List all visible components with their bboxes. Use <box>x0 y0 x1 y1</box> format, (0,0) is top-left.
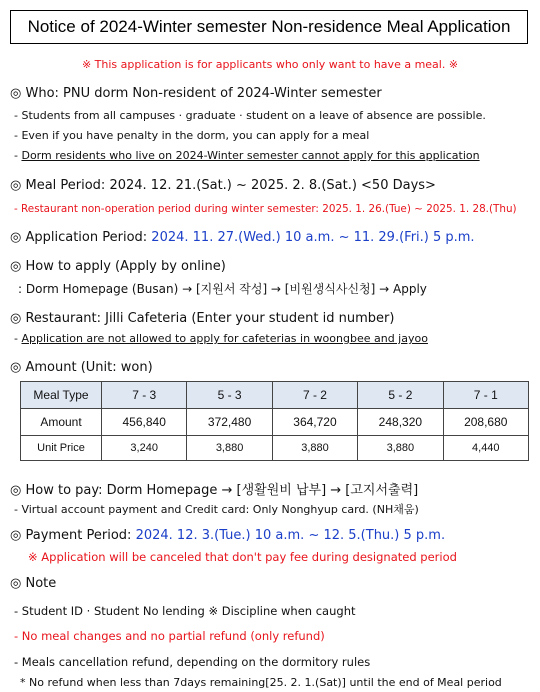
table-cell: 456,840 <box>102 409 187 436</box>
restaurant-line-text: Application are not allowed to apply for cafeterias in woongbee and jayoo <box>21 332 428 345</box>
payment-period-value: 2024. 12. 3.(Tue.) 10 a.m. ~ 12. 5.(Thu.) 5 p.m. <box>135 528 446 543</box>
restaurant-heading: ◎ Restaurant: Jilli Cafeteria (Enter your student id number) <box>10 311 395 326</box>
application-period <box>10 230 475 245</box>
amount-heading: ◎ Amount (Unit: won) <box>10 360 153 375</box>
application-period-label: ◎ Application Period: <box>10 230 152 245</box>
table-cell: Amount <box>21 409 102 436</box>
application-period-value: 2024. 11. 27.(Wed.) 10 a.m. ~ 11. 29.(Fri.) 5 p.m. <box>151 230 475 245</box>
table-header-cell: Meal Type <box>21 382 102 409</box>
how-to-apply-heading: ◎ How to apply (Apply by online) <box>10 259 226 274</box>
table-cell: 364,720 <box>272 409 357 436</box>
table-cell: Unit Price <box>21 436 102 461</box>
table-row-amount <box>21 409 529 436</box>
table-cell: 3,240 <box>102 436 187 461</box>
payment-period <box>10 528 445 543</box>
amount-table-header-row <box>21 382 529 409</box>
restaurant-line-prefix: - <box>14 332 22 345</box>
table-cell: 208,680 <box>443 409 528 436</box>
note-line-3: - Meals cancellation refund, depending on the dormitory rules <box>14 655 371 669</box>
note-line-4: * No refund when less than 7days remaining[25. 2. 1.(Sat)] until the end of Meal period <box>20 676 502 689</box>
table-cell: 3,880 <box>272 436 357 461</box>
who-line-3 <box>14 149 480 162</box>
table-header-cell: 7 - 1 <box>443 382 528 409</box>
restaurant-line <box>14 332 428 345</box>
who-line-1: - Students from all campuses · graduate · student on a leave of absence are possible. <box>14 109 486 122</box>
note-heading: ◎ Note <box>10 576 57 591</box>
how-to-apply-line: : Dorm Homepage (Busan) → [지원서 작성] → [비원생식사신청] → Apply <box>18 282 427 296</box>
table-header-cell: 7 - 3 <box>102 382 187 409</box>
meal-period-heading: ◎ Meal Period: 2024. 12. 21.(Sat.) ~ 2025. 2. 8.(Sat.) <50 Days> <box>10 178 436 193</box>
table-cell: 372,480 <box>187 409 272 436</box>
amount-table <box>20 381 529 461</box>
payment-period-label: ◎ Payment Period: <box>10 528 136 543</box>
who-line-2: - Even if you have penalty in the dorm, you can apply for a meal <box>14 129 370 142</box>
table-cell: 3,880 <box>187 436 272 461</box>
meal-period-note: - Restaurant non-operation period during winter semester: 2025. 1. 26.(Tue) ~ 2025. 1. 28.(Thu) <box>14 203 517 215</box>
note-line-2: - No meal changes and no partial refund (only refund) <box>14 629 325 643</box>
payment-period-warning: ※ Application will be canceled that don't pay fee during designated period <box>28 550 457 564</box>
who-heading: ◎ Who: PNU dorm Non-resident of 2024-Winter semester <box>10 86 382 101</box>
table-header-cell: 5 - 2 <box>358 382 443 409</box>
table-cell: 248,320 <box>358 409 443 436</box>
subtitle-notice: ※ This application is for applicants who only want to have a meal. ※ <box>81 58 459 71</box>
page-title-text: Notice of 2024-Winter semester Non-residence Meal Application <box>27 17 511 36</box>
page-title <box>10 10 528 44</box>
note-line-1: - Student ID · Student No lending ※ Discipline when caught <box>14 604 356 618</box>
table-cell: 4,440 <box>443 436 528 461</box>
table-cell: 3,880 <box>358 436 443 461</box>
who-line-3-prefix: - <box>14 149 22 162</box>
how-to-pay-line: - Virtual account payment and Credit card: Only Nonghyup card. (NH채움) <box>14 503 419 516</box>
who-line-3-text: Dorm residents who live on 2024-Winter semester cannot apply for this application <box>21 149 480 162</box>
how-to-pay-heading: ◎ How to pay: Dorm Homepage → [생활원비 납부] → [고지서출력] <box>10 483 419 498</box>
table-row-unit-price <box>21 436 529 461</box>
table-header-cell: 7 - 2 <box>272 382 357 409</box>
table-header-cell: 5 - 3 <box>187 382 272 409</box>
